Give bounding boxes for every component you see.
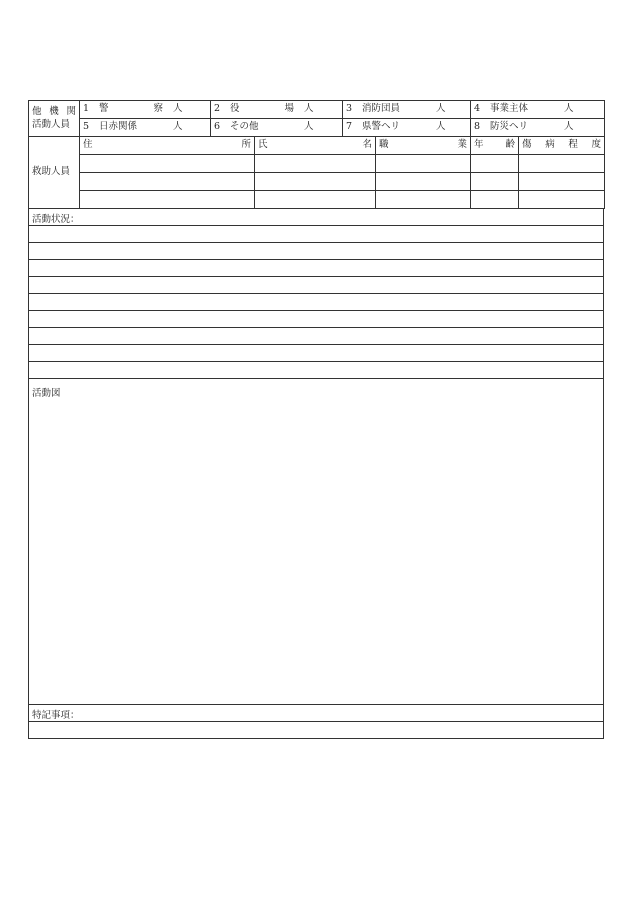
rescued-label: 救助人員 — [29, 137, 80, 209]
rescued-occupation-cell[interactable] — [376, 155, 471, 173]
activity-status-line[interactable] — [29, 345, 603, 362]
special-notes-line[interactable] — [29, 722, 603, 739]
activity-status-label: 活動状況： — [29, 209, 603, 226]
activity-status-line[interactable] — [29, 362, 603, 379]
rescued-occupation-cell[interactable] — [376, 191, 471, 209]
header-occupation: 職 業 — [376, 137, 471, 155]
other-agencies-label: 他 機 関 活動人員 — [29, 101, 80, 137]
rescued-name-cell[interactable] — [255, 155, 376, 173]
rescued-age-cell[interactable] — [471, 155, 519, 173]
rescued-injury-cell[interactable] — [519, 191, 605, 209]
rescued-address-cell[interactable] — [80, 155, 255, 173]
activity-report-form — [28, 100, 604, 739]
agency-and-rescue-table — [28, 100, 605, 209]
activity-status-line[interactable] — [29, 260, 603, 277]
agency-other[interactable]: 6 その他 人 — [211, 119, 343, 137]
rescued-row — [29, 173, 605, 191]
special-notes-section — [28, 705, 604, 739]
rescued-address-cell[interactable] — [80, 191, 255, 209]
header-injury-severity: 傷 病 程 度 — [519, 137, 605, 155]
rescued-row — [29, 155, 605, 173]
agency-town-office[interactable]: 2 役 場 人 — [211, 101, 343, 119]
activity-diagram-label: 活動図 — [32, 388, 61, 399]
activity-status-line[interactable] — [29, 294, 603, 311]
activity-status-line[interactable] — [29, 328, 603, 345]
rescued-injury-cell[interactable] — [519, 173, 605, 191]
header-address: 住 所 — [80, 137, 255, 155]
activity-status-line[interactable] — [29, 277, 603, 294]
header-name: 氏 名 — [255, 137, 376, 155]
header-age: 年 齢 — [471, 137, 519, 155]
activity-status-line[interactable] — [29, 243, 603, 260]
agency-operator[interactable]: 4 事業主体 人 — [471, 101, 605, 119]
special-notes-label: 特記事項： — [29, 705, 603, 722]
agency-police-helicopter[interactable]: 7 県警ヘリ 人 — [343, 119, 471, 137]
rescued-age-cell[interactable] — [471, 191, 519, 209]
rescued-address-cell[interactable] — [80, 173, 255, 191]
agency-disaster-helicopter[interactable]: 8 防災ヘリ 人 — [471, 119, 605, 137]
rescued-name-cell[interactable] — [255, 191, 376, 209]
rescued-row — [29, 191, 605, 209]
agency-red-cross[interactable]: 5 日赤関係 人 — [80, 119, 211, 137]
rescued-injury-cell[interactable] — [519, 155, 605, 173]
rescued-occupation-cell[interactable] — [376, 173, 471, 191]
activity-status-line[interactable] — [29, 226, 603, 243]
rescued-age-cell[interactable] — [471, 173, 519, 191]
agency-fire-brigade[interactable]: 3 消防団員 人 — [343, 101, 471, 119]
activity-status-section — [28, 209, 604, 379]
rescued-name-cell[interactable] — [255, 173, 376, 191]
agency-police[interactable]: 1 警 察 人 — [80, 101, 211, 119]
activity-diagram-area[interactable] — [28, 379, 604, 705]
activity-status-line[interactable] — [29, 311, 603, 328]
